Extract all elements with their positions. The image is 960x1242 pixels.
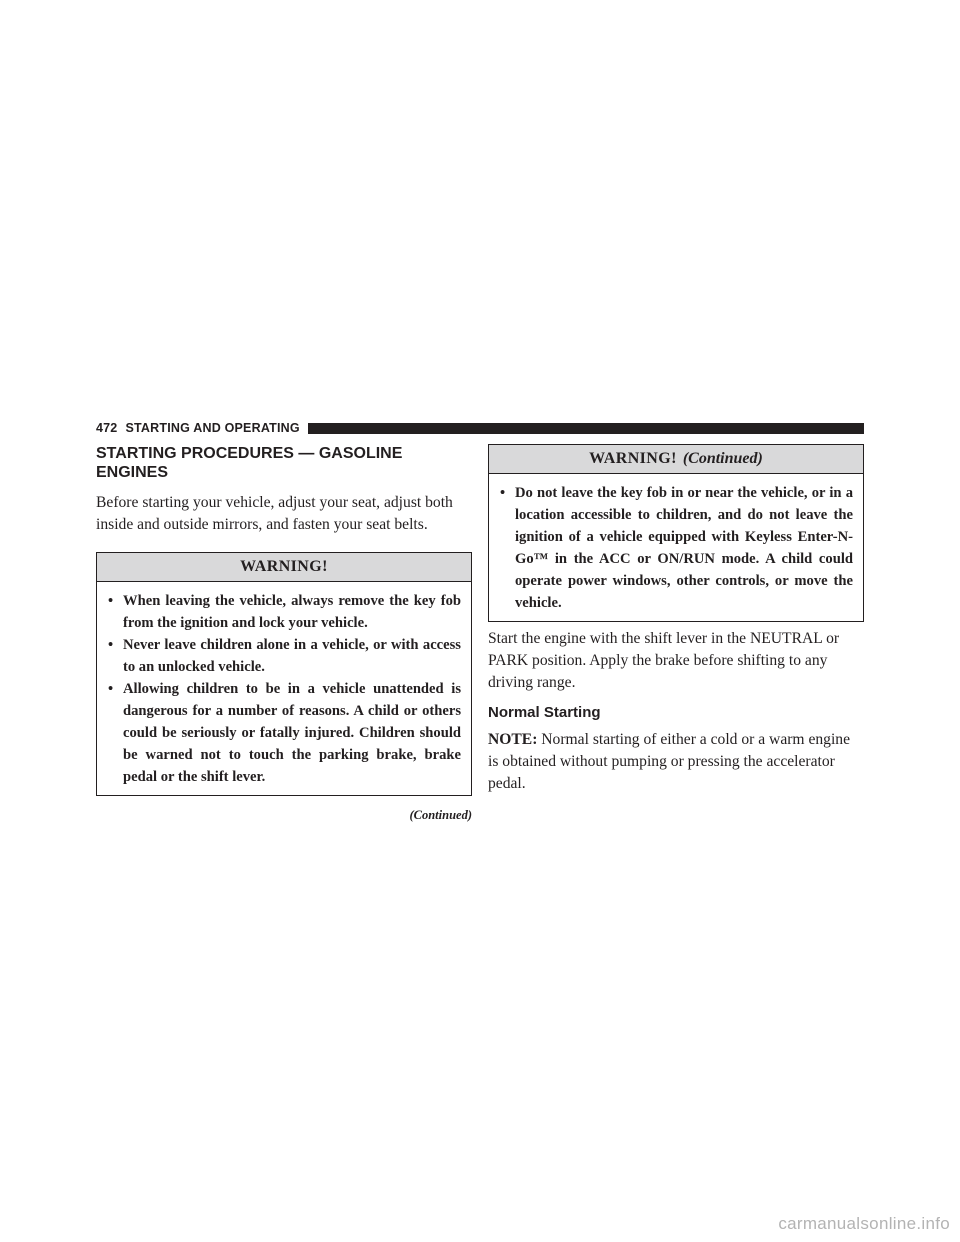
warning-item: • Do not leave the key fob in or near the vehicle, or in a location accessible to children, and do not leave the ignition of a vehicle equipped with Keyless Enter-N-Go™ in the ACC or ON/RUN mode. A child could operate power windows, other controls, or move the vehicle. bbox=[500, 485, 853, 611]
left-column bbox=[96, 440, 472, 823]
warning-continued-label: (Continued) bbox=[682, 450, 763, 467]
section-title: STARTING AND OPERATING bbox=[125, 421, 300, 435]
warning-item: • When leaving the vehicle, always remove the key fob from the ignition and lock your vehicle. bbox=[108, 593, 461, 631]
header-rule bbox=[308, 423, 864, 434]
note-label: NOTE: bbox=[488, 731, 538, 748]
warning-box-continued bbox=[488, 444, 864, 622]
warning-item: • Never leave children alone in a vehicle, or with access to an unlocked vehicle. bbox=[108, 637, 461, 675]
warning-item: • Allowing children to be in a vehicle unattended is dangerous for a number of reasons. A child or others could be seriously or fatally injured. Children should be warned not to touch the parking brake, brake pedal or the shift lever. bbox=[108, 681, 461, 785]
warning-list bbox=[97, 582, 471, 795]
page-header bbox=[96, 420, 864, 436]
warning-title: WARNING! (Continued) bbox=[489, 445, 863, 474]
page-number: 472 bbox=[96, 421, 118, 435]
subheading-normal-starting: Normal Starting bbox=[488, 704, 601, 721]
note-text: Normal starting of either a cold or a warm engine is obtained without pumping or pressing the accelerator pedal. bbox=[488, 731, 851, 792]
warning-list bbox=[489, 474, 863, 621]
warning-title: WARNING! bbox=[97, 553, 471, 582]
watermark: carmanualsonline.info bbox=[778, 1214, 950, 1233]
intro-paragraph: Before starting your vehicle, adjust your seat, adjust both inside and outside mirrors, and fasten your seat belts. bbox=[96, 494, 453, 533]
start-engine-paragraph: Start the engine with the shift lever in the NEUTRAL or PARK position. Apply the brake before shifting to any driving range. bbox=[488, 630, 840, 691]
warning-box bbox=[96, 552, 472, 796]
note-paragraph bbox=[488, 729, 864, 795]
continued-label: (Continued) bbox=[409, 808, 472, 822]
section-heading: STARTING PROCEDURES — GASOLINE ENGINES bbox=[96, 445, 403, 481]
right-column bbox=[488, 440, 864, 795]
